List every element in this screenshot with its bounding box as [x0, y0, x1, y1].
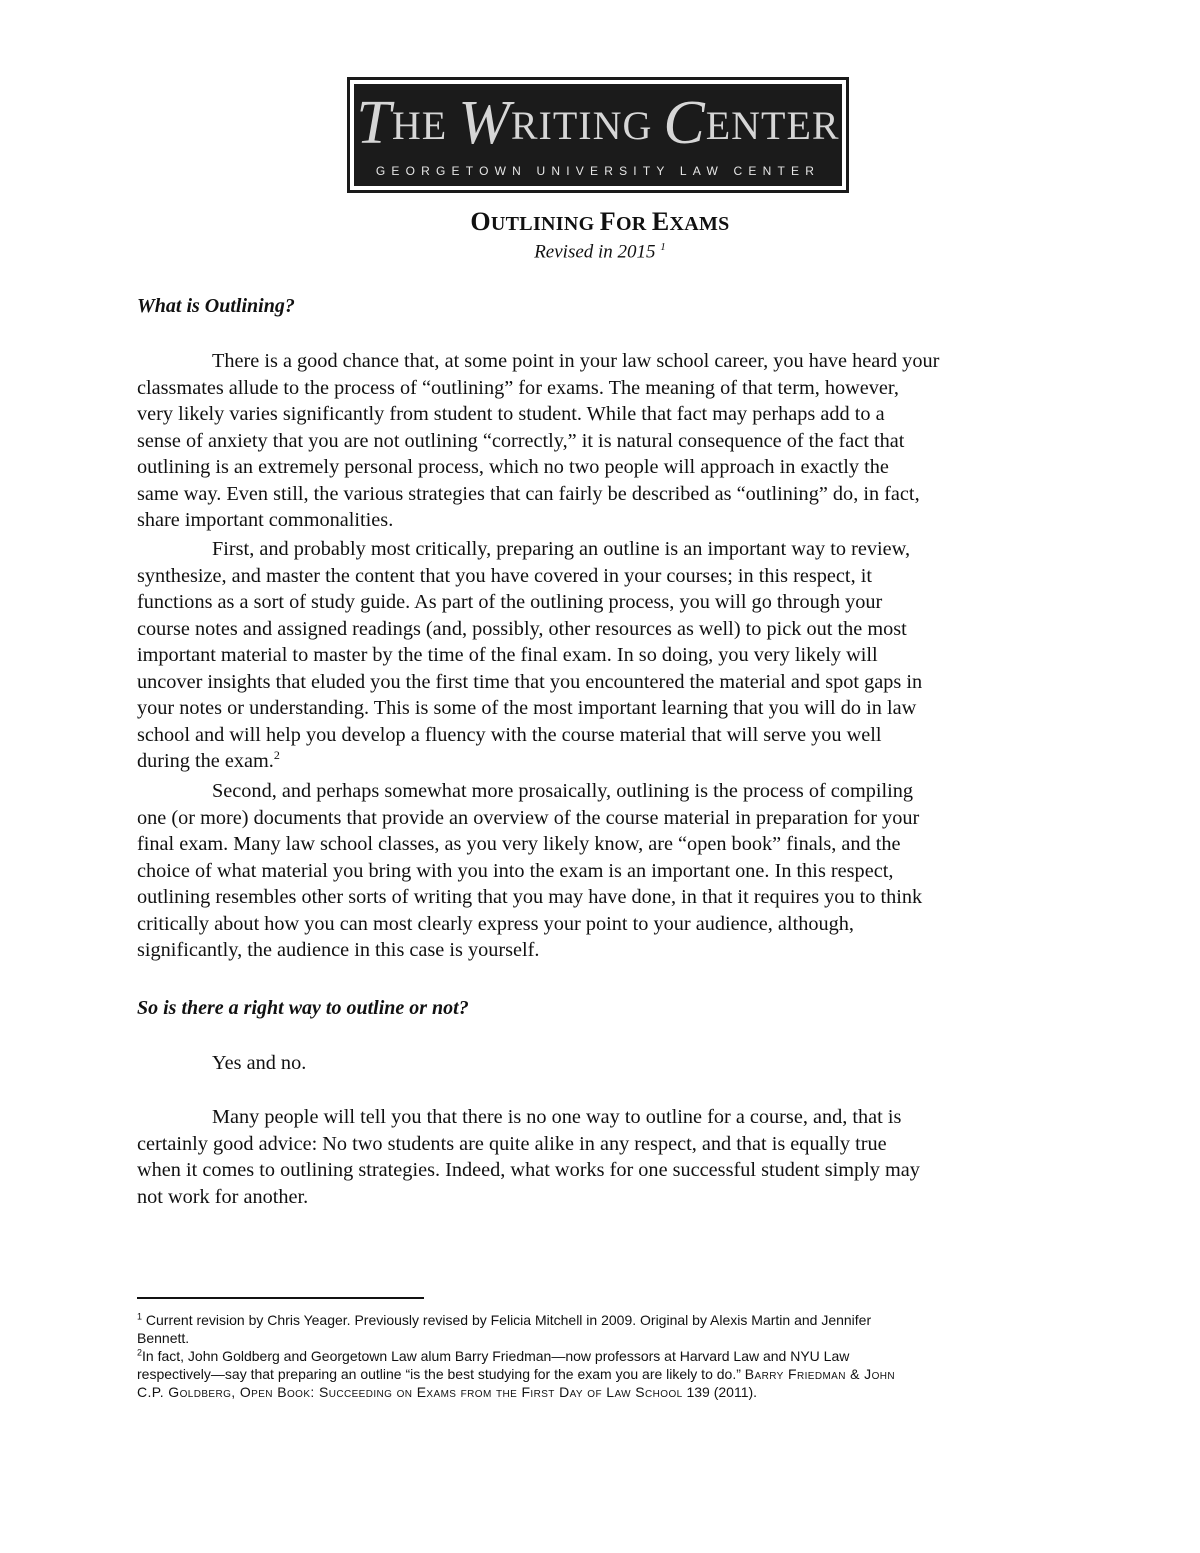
logo-cap-w: W: [458, 89, 511, 157]
logo-title: [354, 89, 842, 157]
citation-page: 139 (2011).: [682, 1384, 758, 1400]
document-title: OUTLINING FOR EXAMS: [470, 207, 730, 236]
paragraph: First, and probably most critically, preparing an outline is an important way to review, synthesize, and master the content that you have covered in your courses; in this respect, it functions as a sort of study guide. As part of the outlining process, you will go through your course notes and assigned readings (and, possibly, other resources as well) to pick out the most important material to master by the time of the final exam. In so doing, you very likely will uncover insights that eluded you the first time that you encountered the material and spot gaps in your notes or understanding. This is some of the most important learning that you will do in law school and will help you develop a fluency with the course material that will serve you well during the exam.$^2$: [137, 538, 923, 772]
logo-cap-t: T: [356, 89, 392, 157]
footnote-ref: 1: [660, 241, 666, 253]
logo-word-he: HE: [391, 103, 459, 148]
logo-cap-c: C: [663, 89, 706, 157]
logo-word-enter: ENTER: [705, 103, 840, 148]
footnote-divider: [137, 1297, 424, 1299]
footnote-1: $^1$ Current revision by Chris Yeager. Previously revised by Felicia Mitchell in 2009. Original by Alexis Martin and Jennifer: [137, 1311, 872, 1328]
footnote-ref: 2: [273, 748, 280, 763]
footnote-2: $^2$In fact, John Goldberg and Georgetown Law alum Barry Friedman—now professors at Harvard Law and NYU Law: [137, 1347, 850, 1364]
section-heading: So is there a right way to outline or not?: [137, 997, 469, 1019]
paragraph: Yes and no.: [212, 1052, 307, 1074]
paragraph: Many people will tell you that there is no one way to outline for a course, and, that is certainly good advice: No two students are quite alike in any respect, and that is equally true when it comes to outlining strategies. Indeed, what works for one successful student simply may not work for another.: [137, 1106, 920, 1208]
logo-subtitle: GEORGETOWN UNIVERSITY LAW CENTER: [375, 164, 821, 178]
revision-note: Revised in 2015 $^1$: [534, 241, 666, 263]
citation-title: C.P. Goldberg, Open Book: Succeeding on Exams from the First Day of Law School: [137, 1384, 683, 1400]
logo-banner: [354, 84, 842, 186]
paragraph: Second, and perhaps somewhat more prosaically, outlining is the process of compiling one (or more) documents that provide an overview of the course material in preparation for your final exam. Many law school classes, as you very likely know, are “open book” finals, and the choice of what material you bring with you into the exam is an important one. In this respect, outlining resembles other sorts of writing that you may have done, in that it requires you to think critically about how you can most clearly express your point to your audience, although, significantly, the audience in this case is yourself.: [137, 780, 923, 961]
paragraph: There is a good chance that, at some point in your law school career, you have heard your classmates allude to the process of “outlining” for exams. The meaning of that term, however, very likely varies significantly from student to student. While that fact may perhaps add to a sense of anxiety that you are not outlining “correctly,” it is natural consequence of the fact that outlining is an extremely personal process, which no two people will approach in exactly the same way. Even still, the various strategies that can fairly be described as “outlining” do, in fact, share important commonalities.: [137, 350, 940, 531]
writing-center-logo: [347, 77, 849, 193]
section-heading: What is Outlining?: [137, 295, 295, 317]
citation-authors: Barry Friedman & John: [744, 1366, 895, 1382]
footnotes: $^1$ Current revision by Chris Yeager. Previously revised by Felicia Mitchell in 2009. Original by Alexis Martin and Jennifer Bennett. $^2$In fact, John Goldberg and Georgetown Law alum Barry Friedman—now professors at Harvard Law and NYU Law respectively—say that preparing an outline “is the best studying for the exam you are likely to do.” Barry Friedman & John C.P. Goldberg, Open Book: Succeeding on Exams from the First Day of Law School 139 (2011).: [137, 1311, 1057, 1401]
logo-word-riting: RITING: [510, 103, 664, 148]
